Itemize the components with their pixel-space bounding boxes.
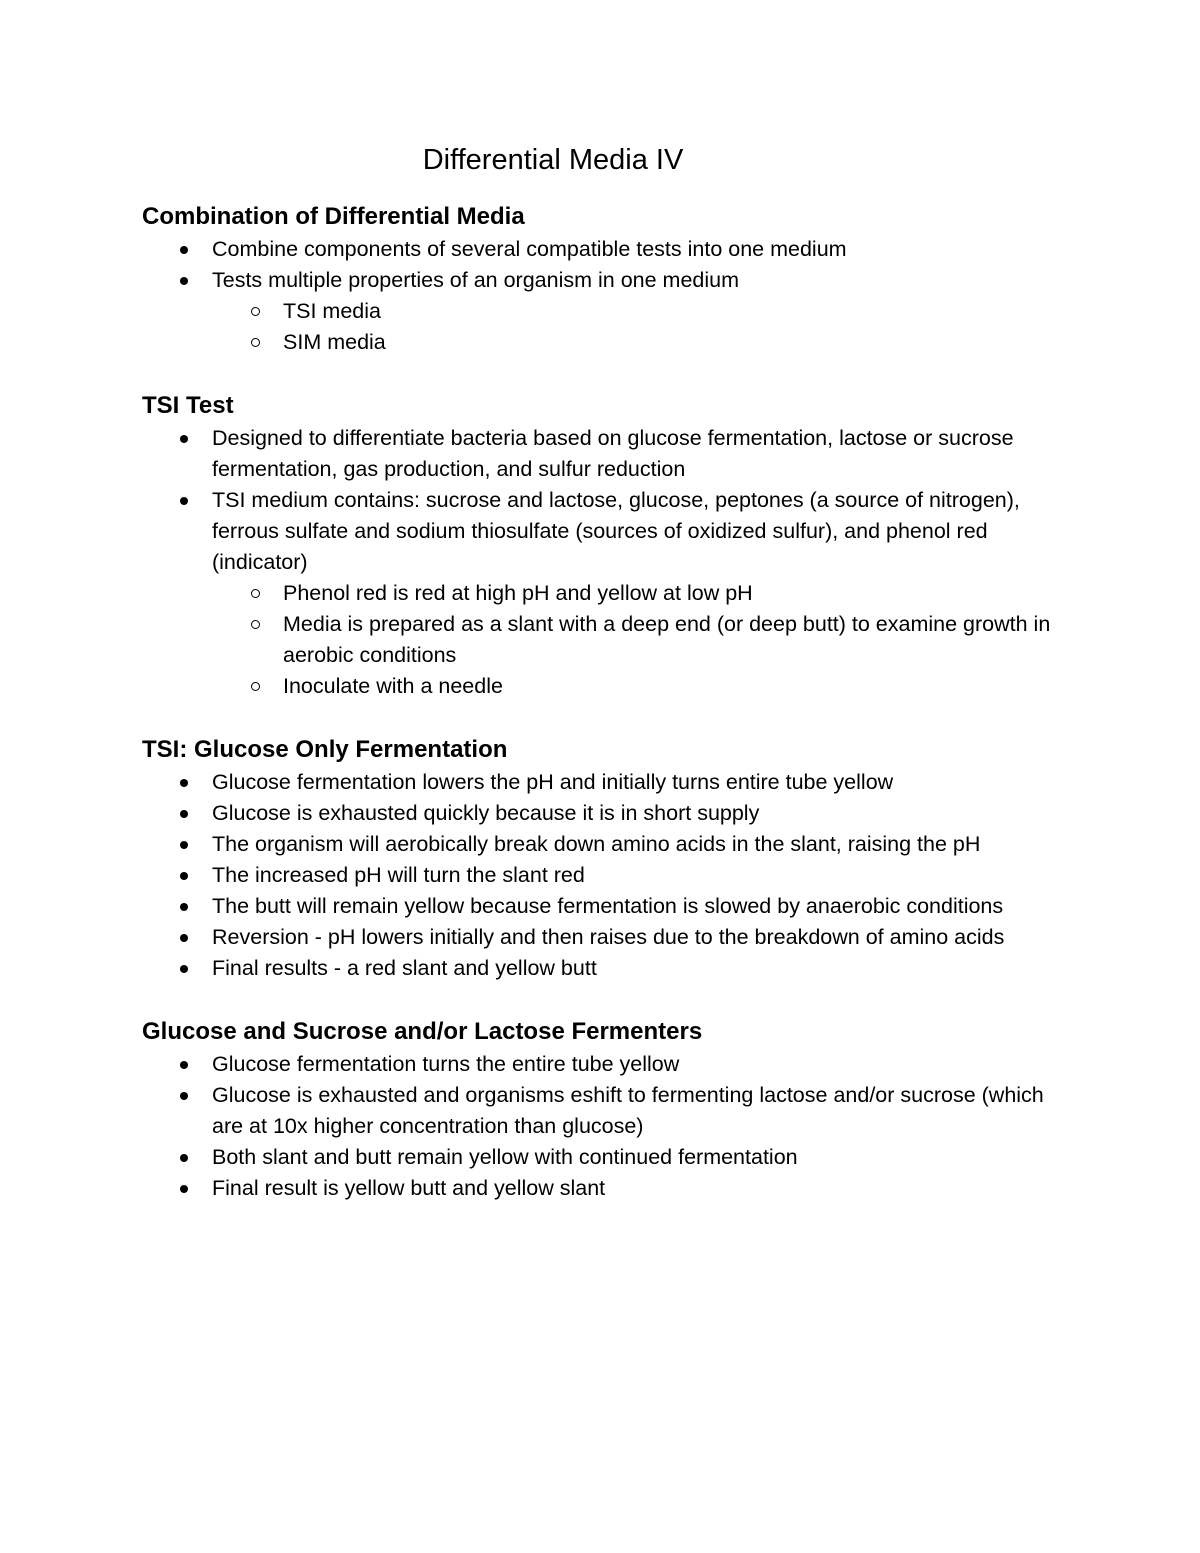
sub-list-item-text: TSI media bbox=[283, 299, 381, 323]
bullet-icon bbox=[180, 1092, 188, 1100]
list-item-text: Glucose fermentation lowers the pH and initially turns entire tube yellow bbox=[212, 770, 894, 794]
list-item-text: Glucose is exhausted quickly because it is in short supply bbox=[212, 801, 760, 825]
list-item-text: TSI medium contains: sucrose and lactose, glucose, peptones (a source of nitrogen), ferrous sulfate and sodium thiosulfate (sources of oxidized sulfur), and phenol red (indicator) bbox=[212, 488, 1020, 574]
list-item bbox=[142, 891, 1060, 922]
list-item bbox=[142, 798, 1060, 829]
section-heading: TSI Test bbox=[142, 392, 234, 419]
hollow-bullet-icon bbox=[251, 338, 260, 347]
sub-list-item bbox=[212, 578, 1060, 609]
list-item-text: Both slant and butt remain yellow with continued fermentation bbox=[212, 1145, 798, 1169]
list-item bbox=[142, 485, 1060, 702]
bullet-icon bbox=[180, 1061, 188, 1069]
sub-list-item-text: Phenol red is red at high pH and yellow at low pH bbox=[283, 581, 753, 605]
bullet-icon bbox=[180, 435, 188, 443]
list-item-text: The organism will aerobically break down amino acids in the slant, raising the pH bbox=[212, 832, 981, 856]
hollow-bullet-icon bbox=[251, 620, 260, 629]
list-item-text: Reversion - pH lowers initially and then raises due to the breakdown of amino acids bbox=[212, 925, 1005, 949]
sub-bullet-list bbox=[212, 578, 1060, 702]
list-item bbox=[142, 767, 1060, 798]
list-item bbox=[142, 922, 1060, 953]
bullet-icon bbox=[180, 872, 188, 880]
list-item-text: The butt will remain yellow because fermentation is slowed by anaerobic conditions bbox=[212, 894, 1004, 918]
bullet-list bbox=[142, 234, 1060, 358]
title-spacer bbox=[142, 178, 1060, 200]
list-item-text: Tests multiple properties of an organism in one medium bbox=[212, 268, 740, 292]
section-spacer bbox=[142, 358, 1060, 389]
sub-list-item bbox=[212, 671, 1060, 702]
hollow-bullet-icon bbox=[251, 307, 260, 316]
bullet-icon bbox=[180, 779, 188, 787]
sub-list-item bbox=[212, 296, 1060, 327]
sub-bullet-list bbox=[212, 296, 1060, 358]
section-spacer bbox=[142, 984, 1060, 1015]
list-item bbox=[142, 860, 1060, 891]
list-item-text: Final result is yellow butt and yellow slant bbox=[212, 1176, 606, 1200]
list-item-text: The increased pH will turn the slant red bbox=[212, 863, 585, 887]
list-item bbox=[142, 1080, 1060, 1142]
list-item bbox=[142, 829, 1060, 860]
section-glucose-sucrose-lactose bbox=[142, 1015, 1060, 1204]
bullet-icon bbox=[180, 934, 188, 942]
sub-list-item-text: Media is prepared as a slant with a deep end (or deep butt) to examine growth in aerobic conditions bbox=[283, 612, 1051, 667]
bullet-icon bbox=[180, 246, 188, 254]
list-item bbox=[142, 1142, 1060, 1173]
section-glucose-only bbox=[142, 733, 1060, 984]
hollow-bullet-icon bbox=[251, 682, 260, 691]
list-item bbox=[142, 265, 1060, 358]
bullet-icon bbox=[180, 841, 188, 849]
list-item-text: Final results - a red slant and yellow butt bbox=[212, 956, 597, 980]
list-item-text: Designed to differentiate bacteria based on glucose fermentation, lactose or sucrose fermentation, gas production, and sulfur reduction bbox=[212, 426, 1014, 481]
list-item-text: Glucose fermentation turns the entire tube yellow bbox=[212, 1052, 680, 1076]
list-item bbox=[142, 234, 1060, 265]
list-item bbox=[142, 953, 1060, 984]
bullet-icon bbox=[180, 810, 188, 818]
list-item-text: Combine components of several compatible tests into one medium bbox=[212, 237, 847, 261]
list-item-text: Glucose is exhausted and organisms eshift to fermenting lactose and/or sucrose (which are at 10x higher concentration than glucose) bbox=[212, 1083, 1044, 1138]
sub-list-item bbox=[212, 327, 1060, 358]
hollow-bullet-icon bbox=[251, 589, 260, 598]
section-spacer bbox=[142, 702, 1060, 733]
bullet-list bbox=[142, 1049, 1060, 1204]
bullet-list bbox=[142, 767, 1060, 984]
list-item bbox=[142, 423, 1060, 485]
section-heading: Combination of Differential Media bbox=[142, 203, 525, 230]
bullet-icon bbox=[180, 903, 188, 911]
list-item bbox=[142, 1049, 1060, 1080]
section-tsi-test bbox=[142, 389, 1060, 702]
bullet-icon bbox=[180, 965, 188, 973]
sub-list-item bbox=[212, 609, 1060, 671]
bullet-icon bbox=[180, 497, 188, 505]
sub-list-item-text: SIM media bbox=[283, 330, 386, 354]
bullet-icon bbox=[180, 277, 188, 285]
bullet-icon bbox=[180, 1185, 188, 1193]
section-heading: TSI: Glucose Only Fermentation bbox=[142, 736, 508, 763]
sub-list-item-text: Inoculate with a needle bbox=[283, 674, 503, 698]
document-title: Differential Media IV bbox=[422, 144, 684, 176]
list-item bbox=[142, 1173, 1060, 1204]
bullet-icon bbox=[180, 1154, 188, 1162]
bullet-list bbox=[142, 423, 1060, 702]
section-combination bbox=[142, 200, 1060, 358]
section-heading: Glucose and Sucrose and/or Lactose Fermenters bbox=[142, 1018, 703, 1045]
